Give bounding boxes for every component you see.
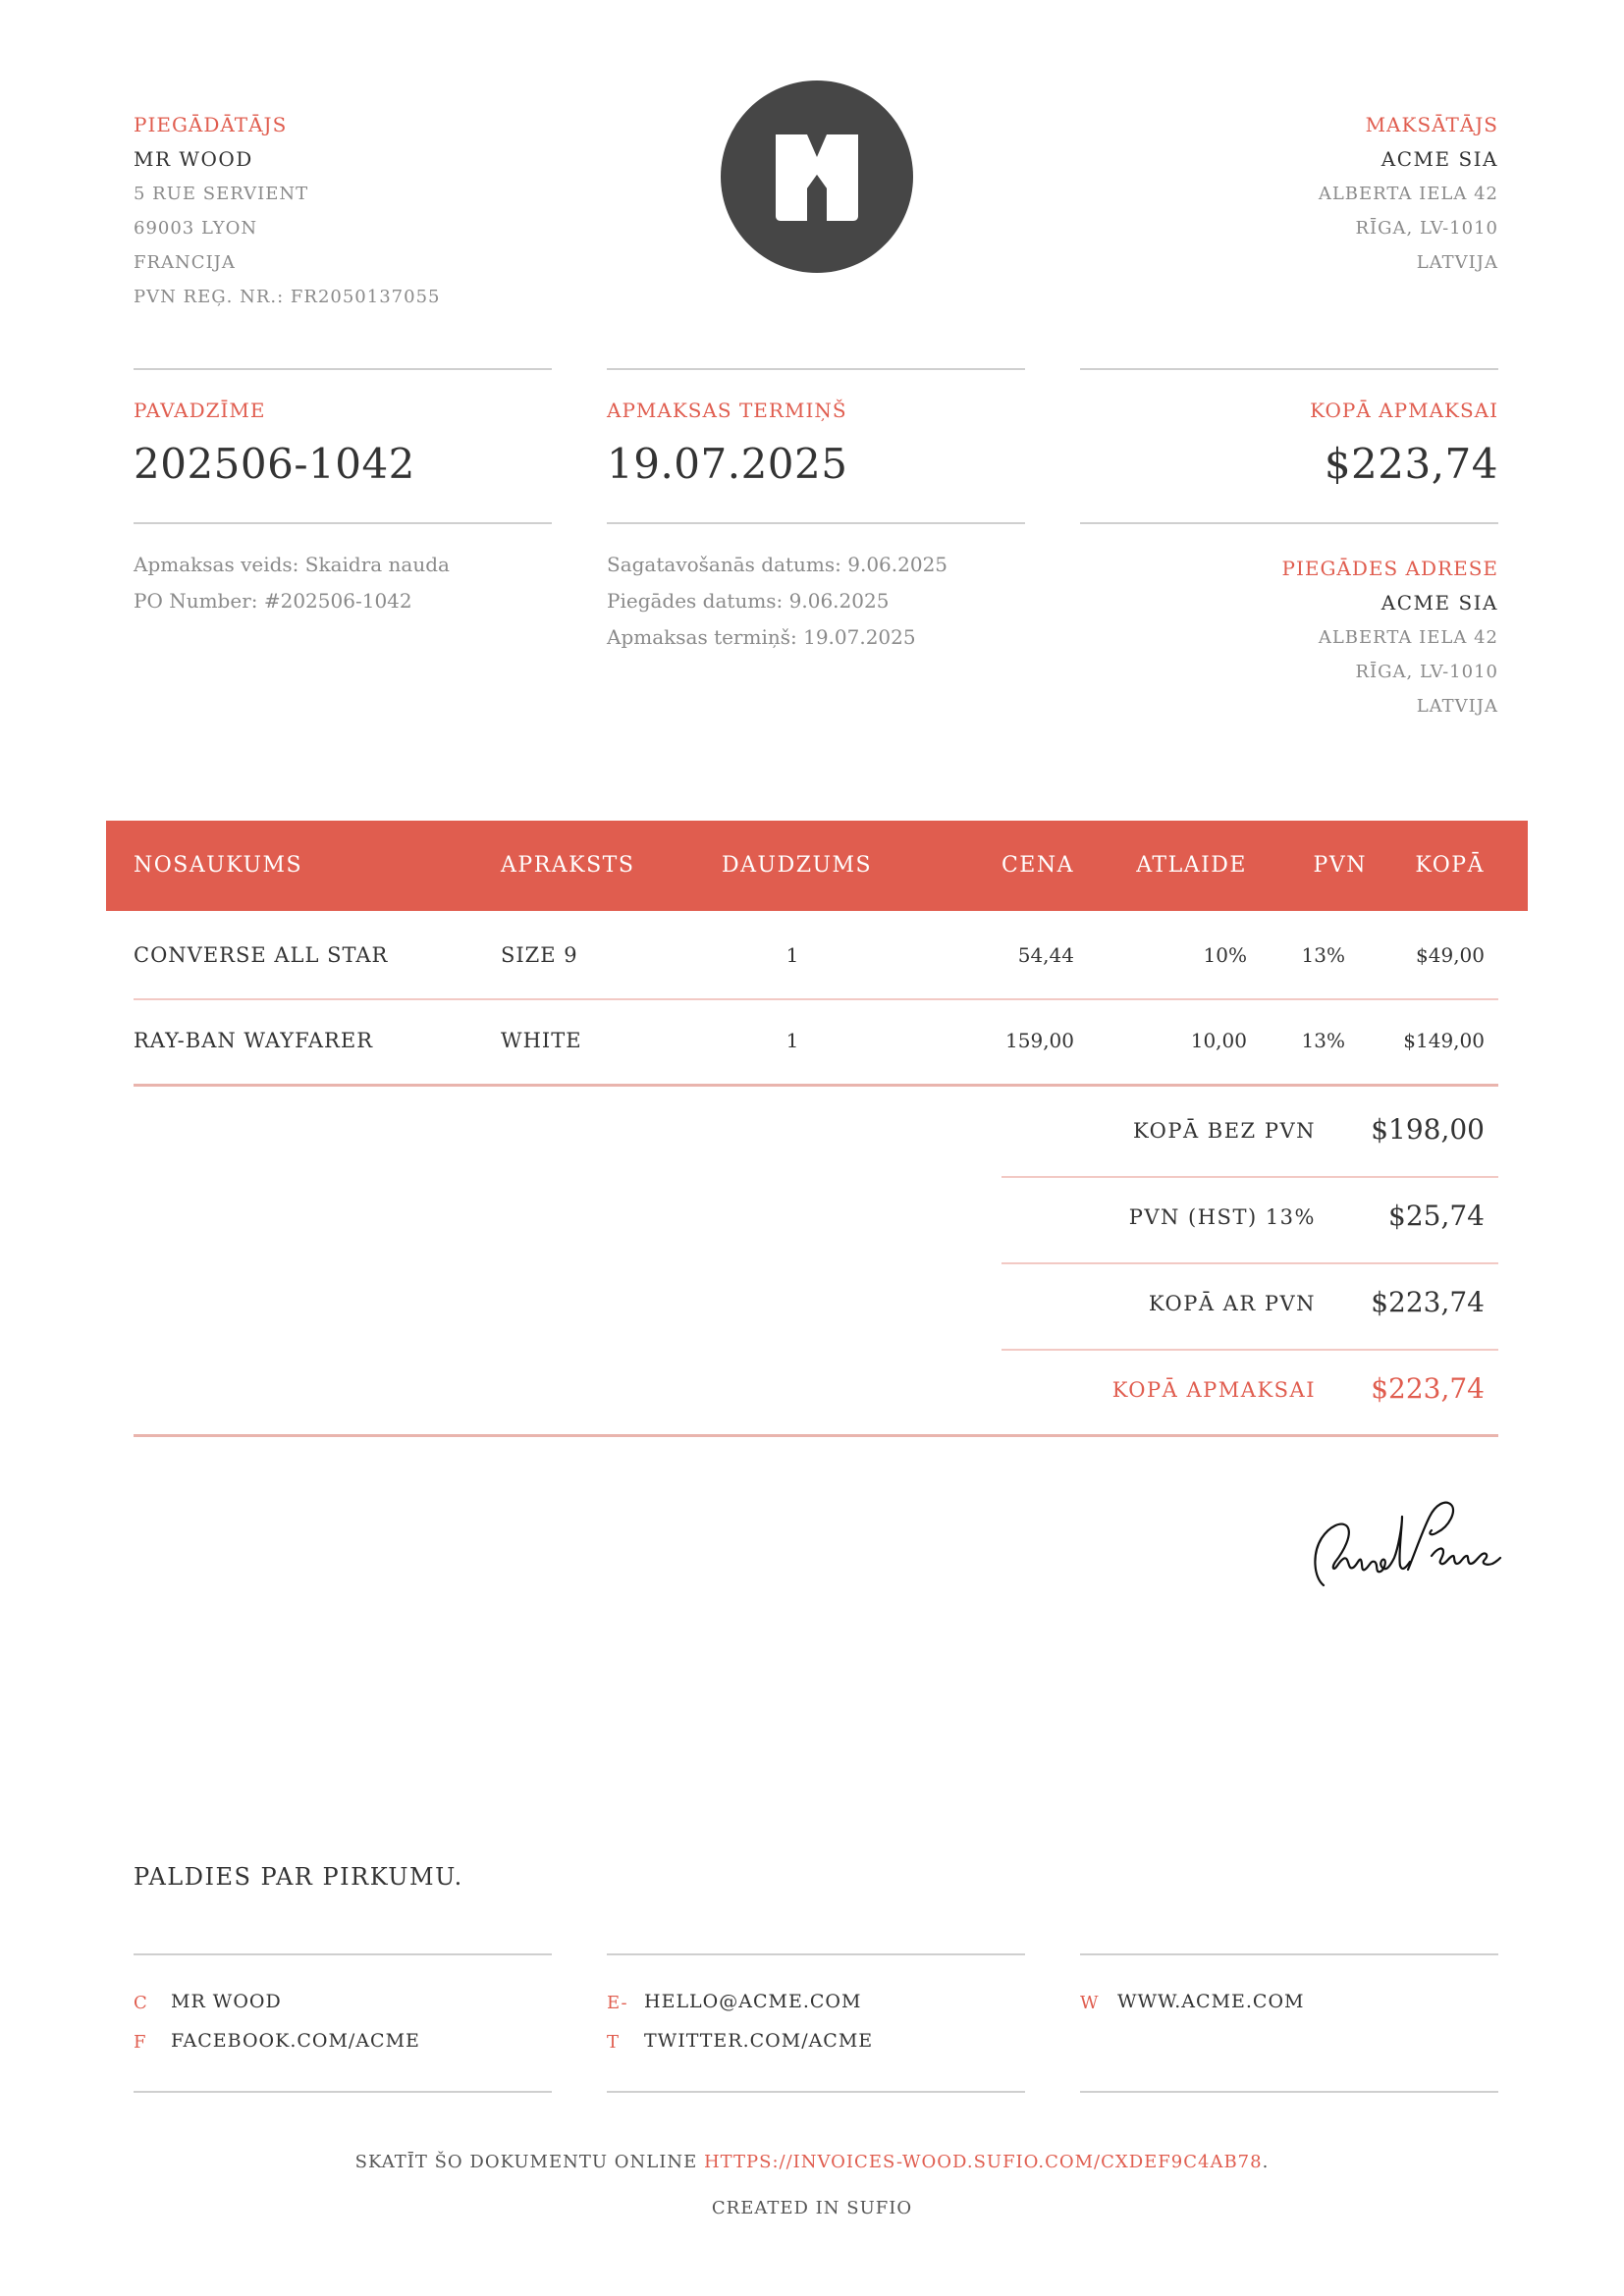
totals-divider xyxy=(1001,1349,1498,1351)
delivery-label: PIEGĀDES ADRESE xyxy=(1281,557,1498,580)
payment-term: Apmaksas termiņš: 19.07.2025 xyxy=(607,625,916,649)
delivery-address-line: RĪGA, LV-1010 xyxy=(1355,662,1498,682)
contact-web-key: W xyxy=(1080,1993,1100,2013)
contact-email-link[interactable]: HELLO@ACME.COM xyxy=(644,1991,862,2012)
item-total: $49,00 xyxy=(1416,943,1485,967)
due-date: 19.07.2025 xyxy=(607,440,848,488)
divider xyxy=(1080,522,1498,524)
po-number: PO Number: #202506-1042 xyxy=(134,589,412,613)
divider xyxy=(607,522,1025,524)
payer-block xyxy=(1106,108,1498,280)
contact-company: MR WOOD xyxy=(171,1991,282,2012)
supplier-label: PIEGĀDĀTĀJS xyxy=(134,113,288,136)
payment-meta xyxy=(134,547,566,619)
delivery-address-line: LATVIJA xyxy=(1416,696,1498,717)
contact-email-key: E- xyxy=(607,1993,628,2013)
amount-due-label: KOPĀ APMAKSAI xyxy=(1111,1378,1316,1402)
payer-address-line: LATVIJA xyxy=(1416,252,1498,273)
table-row xyxy=(0,913,1624,997)
divider xyxy=(134,1953,552,1955)
item-vat: 13% xyxy=(1301,943,1345,967)
view-online-link[interactable]: HTTPS://INVOICES-WOOD.SUFIO.COM/CXDEF9C4AB78 xyxy=(703,2152,1263,2172)
supplier-address-line: 5 RUE SERVIENT xyxy=(134,184,309,204)
signature xyxy=(1306,1487,1502,1605)
totals-divider xyxy=(1001,1176,1498,1178)
item-discount: 10% xyxy=(1203,943,1247,967)
view-online-text: SKATĪT ŠO DOKUMENTU ONLINE xyxy=(354,2152,704,2172)
subtotal-label: KOPĀ BEZ PVN xyxy=(1132,1119,1316,1143)
table-bottom-rule xyxy=(134,1084,1498,1087)
supplier-address-line: 69003 LYON xyxy=(134,218,258,239)
signature-icon xyxy=(1306,1487,1502,1605)
divider xyxy=(607,368,1025,370)
payer-address-line: ALBERTA IELA 42 xyxy=(1318,184,1498,204)
totals-bottom-rule xyxy=(134,1434,1498,1437)
invoice-number: 202506-1042 xyxy=(134,440,415,488)
supplier-vat-number: PVN REĢ. NR.: FR2050137055 xyxy=(134,287,441,307)
view-online-suffix: . xyxy=(1262,2152,1270,2172)
col-header-price: CENA xyxy=(1001,853,1074,878)
contact-facebook-key: F xyxy=(134,2032,147,2053)
invoice-number-label: PAVADZĪME xyxy=(134,399,266,422)
total-with-vat-label: KOPĀ AR PVN xyxy=(1148,1292,1316,1315)
col-header-total: KOPĀ xyxy=(1415,853,1485,878)
logo-mark-icon xyxy=(721,80,913,273)
delivery-name: ACME SIA xyxy=(1380,591,1498,614)
divider xyxy=(607,1953,1025,1955)
col-header-vat: PVN xyxy=(1313,853,1367,878)
supplier-name: MR WOOD xyxy=(134,147,253,171)
company-logo xyxy=(721,80,913,273)
contact-twitter-link[interactable]: TWITTER.COM/ACME xyxy=(644,2030,874,2052)
divider xyxy=(1080,1953,1498,1955)
amount-due: $223,74 xyxy=(1371,1372,1485,1405)
delivery-date: Piegādes datums: 9.06.2025 xyxy=(607,589,890,613)
issue-date: Sagatavošanās datums: 9.06.2025 xyxy=(607,553,948,576)
divider xyxy=(134,2091,552,2093)
totals-divider xyxy=(1001,1262,1498,1264)
col-header-description: APRAKSTS xyxy=(501,853,635,878)
subtotal-amount: $198,00 xyxy=(1371,1113,1485,1146)
item-quantity: 1 xyxy=(785,1029,799,1052)
total-due-label: KOPĀ APMAKSAI xyxy=(1310,399,1498,422)
item-price: 54,44 xyxy=(1017,943,1074,967)
divider xyxy=(134,368,552,370)
delivery-address-block xyxy=(1080,552,1498,723)
supplier-block xyxy=(134,108,546,314)
supplier-address-line: FRANCIJA xyxy=(134,252,236,273)
total-with-vat-amount: $223,74 xyxy=(1371,1286,1485,1318)
item-discount: 10,00 xyxy=(1190,1029,1247,1052)
dates-meta xyxy=(607,547,1039,656)
contact-facebook-link[interactable]: FACEBOOK.COM/ACME xyxy=(171,2030,420,2052)
item-total: $149,00 xyxy=(1403,1029,1485,1052)
divider xyxy=(607,2091,1025,2093)
thank-you-note: PALDIES PAR PIRKUMU. xyxy=(134,1863,463,1891)
total-due-amount: $223,74 xyxy=(1324,440,1498,488)
contact-web-link[interactable]: WWW.ACME.COM xyxy=(1117,1991,1305,2012)
divider xyxy=(1080,2091,1498,2093)
item-description: SIZE 9 xyxy=(501,943,578,967)
created-in-sufio: CREATED IN SUFIO xyxy=(711,2198,913,2218)
vat-label: PVN (HST) 13% xyxy=(1128,1205,1316,1229)
contact-twitter-key: T xyxy=(607,2032,621,2053)
due-date-label: APMAKSAS TERMIŅŠ xyxy=(607,399,847,422)
payment-method: Apmaksas veids: Skaidra nauda xyxy=(134,553,450,576)
payer-name: ACME SIA xyxy=(1380,147,1498,171)
col-header-name: NOSAUKUMS xyxy=(134,853,303,878)
item-price: 159,00 xyxy=(1005,1029,1074,1052)
divider xyxy=(134,522,552,524)
item-vat: 13% xyxy=(1301,1029,1345,1052)
vat-amount: $25,74 xyxy=(1388,1200,1485,1232)
payer-address-line: RĪGA, LV-1010 xyxy=(1355,218,1498,239)
item-name: RAY-BAN WAYFARER xyxy=(134,1029,374,1052)
col-header-quantity: DAUDZUMS xyxy=(722,853,873,878)
col-header-discount: ATLAIDE xyxy=(1136,853,1247,878)
table-row xyxy=(0,998,1624,1083)
contact-company-key: C xyxy=(134,1993,148,2013)
view-online-line xyxy=(0,2152,1624,2172)
delivery-address-line: ALBERTA IELA 42 xyxy=(1318,627,1498,648)
divider xyxy=(1080,368,1498,370)
items-table-header xyxy=(106,821,1528,911)
item-description: WHITE xyxy=(501,1029,582,1052)
payer-label: MAKSĀTĀJS xyxy=(1365,113,1498,136)
item-name: CONVERSE ALL STAR xyxy=(134,943,389,967)
item-quantity: 1 xyxy=(785,943,799,967)
